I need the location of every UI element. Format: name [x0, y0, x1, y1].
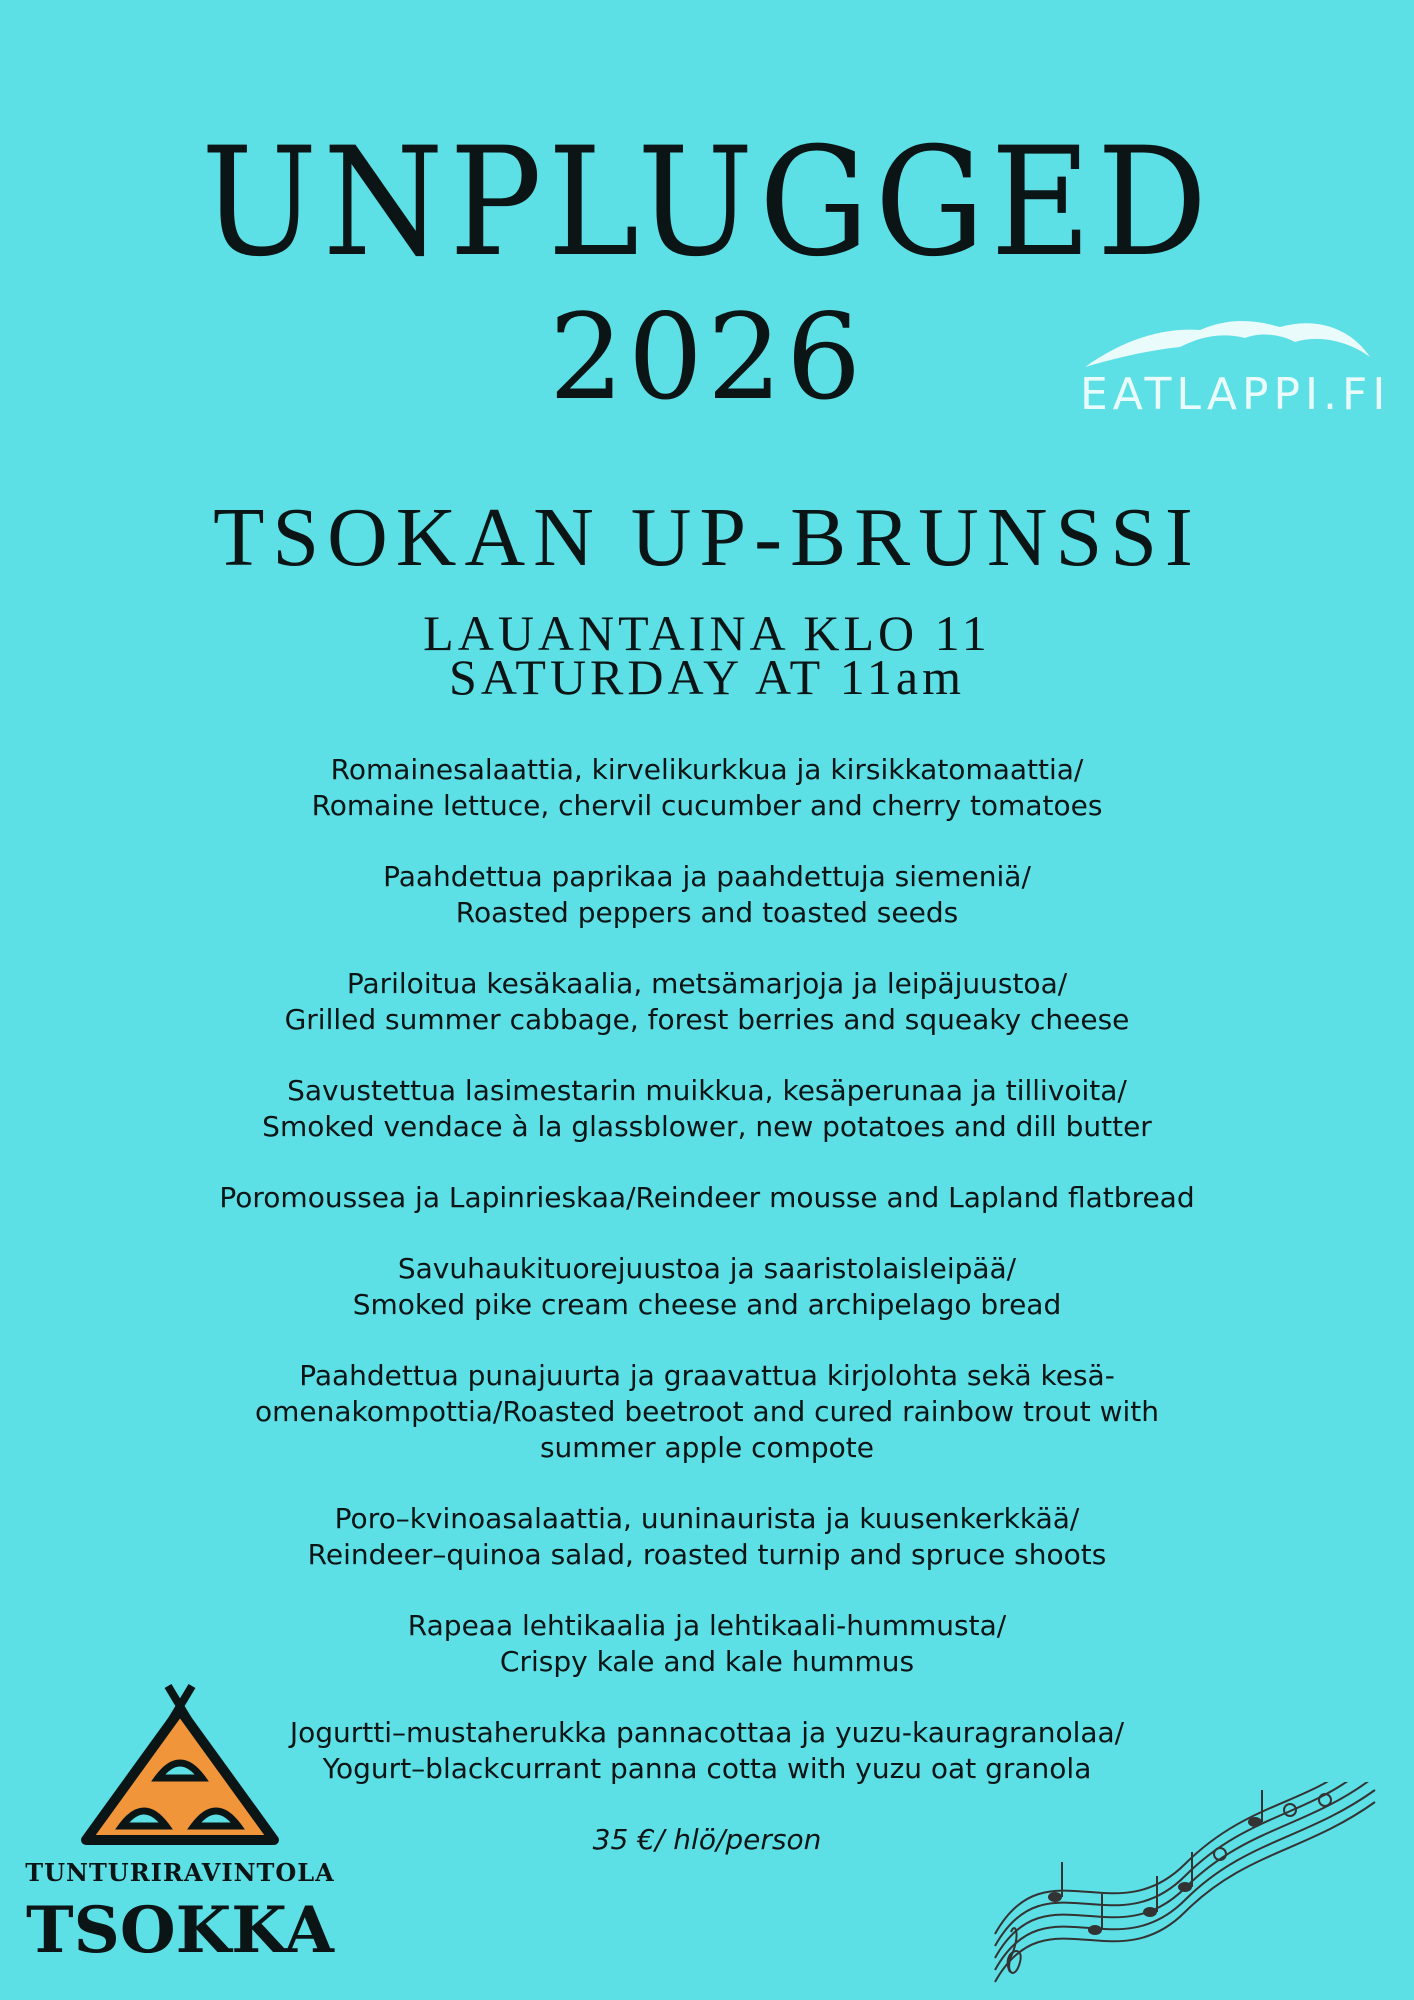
menu-item-en: Grilled summer cabbage, forest berries and squeaky cheese: [284, 1003, 1130, 1036]
menu-item: [150, 752, 1264, 824]
logo-line2: TSOKKA: [26, 1893, 334, 1968]
menu-item: [150, 1501, 1264, 1573]
price: 35 €/ hlö/person: [592, 1823, 822, 1856]
menu-item-en: Reindeer–quinoa salad, roasted turnip and spruce shoots: [307, 1538, 1107, 1571]
menu-item-fi: Paahdettua paprikaa ja paahdettuja siemeniä/: [383, 860, 1031, 893]
menu-item-en: Smoked vendace à la glassblower, new potatoes and dill butter: [262, 1110, 1152, 1143]
menu-item: [150, 1180, 1264, 1216]
menu-item-fi: Rapeaa lehtikaalia ja lehtikaali-hummusta/: [407, 1609, 1007, 1642]
menu-item-fi: Paahdettua punajuurta ja graavattua kirjolohta sekä kesä-: [299, 1359, 1115, 1392]
menu-item-en: omenakompottia/Roasted beetroot and cured rainbow trout with: [254, 1395, 1160, 1428]
eatlappi-logo: [1080, 312, 1391, 420]
menu-item-en: Romaine lettuce, chervil cucumber and cherry tomatoes: [311, 789, 1103, 822]
menu-item-fi: Savustettua lasimestarin muikkua, kesäperunaa ja tillivoita/: [287, 1074, 1127, 1107]
menu-item-fi: Pariloitua kesäkaalia, metsämarjoja ja leipäjuustoa/: [346, 967, 1068, 1000]
event-time-fi: LAUANTAINA KLO 11: [423, 605, 991, 661]
logo-line1: TUNTURIRAVINTOLA: [25, 1858, 335, 1887]
tent-icon: [80, 1678, 280, 1858]
menu-item: [150, 1608, 1264, 1680]
menu-item: [150, 966, 1264, 1038]
menu-item-en: Smoked pike cream cheese and archipelago bread: [352, 1288, 1062, 1321]
menu-item: [150, 859, 1264, 931]
menu-item-fi: Savuhaukituorejuustoa ja saaristolaisleipää/: [397, 1252, 1017, 1285]
menu-item-fi: Jogurtti–mustaherukka pannacottaa ja yuzu-kauragranolaa/: [289, 1716, 1125, 1749]
event-title: TSOKAN UP-BRUNSSI: [213, 491, 1201, 584]
event-time-en: SATURDAY AT 11am: [449, 649, 965, 705]
menu-item: [150, 1251, 1264, 1323]
menu-item-fi: Poromoussea ja Lapinrieskaa/Reindeer mousse and Lapland flatbread: [219, 1181, 1195, 1214]
music-staff-icon: [985, 1782, 1380, 1987]
page-title: UNPLUGGED: [201, 116, 1213, 290]
menu-item-en: Yogurt–blackcurrant panna cotta with yuzu oat granola: [322, 1752, 1092, 1785]
menu-item-fi: Poro–kvinoasalaattia, uuninaurista ja kuusenkerkkää/: [334, 1502, 1080, 1535]
menu-item: [150, 1358, 1264, 1466]
page-year: 2026: [548, 288, 866, 426]
eatlappi-text: EATLAPPI.FI: [1080, 369, 1391, 420]
menu-item: [150, 1715, 1264, 1787]
menu-list: [150, 752, 1264, 1822]
menu-item: [150, 1073, 1264, 1145]
mountain-icon: [1080, 312, 1375, 372]
menu-item-extra: summer apple compote: [539, 1431, 875, 1464]
menu-item-en: Crispy kale and kale hummus: [499, 1645, 915, 1678]
menu-item-en: Roasted peppers and toasted seeds: [455, 896, 959, 929]
menu-item-fi: Romainesalaattia, kirvelikurkkua ja kirsikkatomaattia/: [330, 753, 1084, 786]
